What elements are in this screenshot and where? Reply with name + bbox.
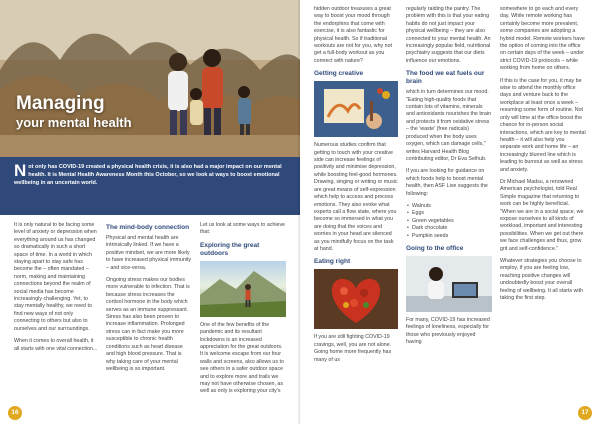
right-column-3 <box>500 6 586 307</box>
paragraph: If you are still fighting COVID-19 cravings, well, you are not alone. Going home more frequently has many of us <box>314 334 392 363</box>
list-item: • Walnuts <box>406 203 492 210</box>
paragraph: Numerous studies confirm that getting to touch with your creative side can increase feelings of positivity and minimise depression, while boosting feel-good hormones. Drawing, singing or writing or music are great means of self-expression which help to access and process emotions. They also evoke what experts call a flow state, where you become so immersed in what you are doing that the voices and worries in your head are silenced as you mindfully focus on the task at hand. <box>314 142 398 252</box>
intro-standfirst <box>0 157 300 215</box>
paragraph: Physical and mental health are intrinsically linked. If we have a positive mindset, we are more likely to have increased physical immunity – and vice-versa. <box>106 235 192 271</box>
food-list <box>406 203 492 240</box>
section-heading: The mind-body connection <box>106 224 190 231</box>
paragraph: If you are looking for guidance on which foods help to boost mental health, then ASF Live suggests the following: <box>406 168 488 197</box>
paragraph: One of the few benefits of the pandemic and its resultant lockdowns is an increased appreciation for the great outdoors. It is welcome escape from our four walls and screens, also allows us to see others in a safer outdoor space and to explore more and trails we may not have otherwise chosen, as well as only is exploring your city's <box>200 321 284 395</box>
section-heading: Exploring the great outdoors <box>200 241 260 257</box>
hiker-illustration <box>200 261 286 317</box>
list-item: • Pumpkin seeds <box>406 233 492 240</box>
paragraph: It is only natural to be facing some level of anxiety or depression when everything around us has changed so dramatically in such a short space of time. In a world in which staying apart to stay safe has become the – often mandated – norm, making and maintaining connections beyond the realm of social media has become increasingly challenging. Yet, to stay mentally healthy, we need to find new ways of not only connecting to others but also to ourselves and our surroundings. <box>14 222 97 332</box>
paragraph: Let us look at some ways to achieve that: <box>200 222 286 236</box>
list-item: • Green vegetables <box>406 218 492 225</box>
office-worker-photo <box>406 256 492 312</box>
paragraph: For many, COVID-19 has increased feelings of loneliness, especially for those who previously enjoyed having <box>406 316 490 346</box>
article-title <box>16 94 132 130</box>
hero-illustration <box>0 0 300 157</box>
office-illustration <box>406 256 492 312</box>
paragraph: regularly raiding the pantry. The problem with this is that your eating habits do not just impact your physical wellbeing – they are also connected to your mental health. An increasingly popular field, nutritional psychiatry suggests that our diets influence our emotions. <box>406 6 491 64</box>
right-page <box>300 0 600 424</box>
section-heading: Going to the office <box>406 244 464 252</box>
title-line-2: your mental health <box>16 114 132 130</box>
list-item: • Dark chocolate <box>406 225 492 232</box>
healthy-food-heart-photo <box>314 269 398 329</box>
page-number-left: 16 <box>8 406 22 420</box>
painting-illustration <box>314 81 398 137</box>
paragraph: which in turn determines our mood. "Eating high-quality foods that contain lots of vitamins, minerals and antioxidants nourishes the brain and protects it from oxidative stress – the 'waste' (free radicals) produced when the body uses oxygen, which can damage cells," writes Harvard Health Blog contributing editor, Dr Eva Selhub. <box>406 89 492 162</box>
page-number-right: 17 <box>578 406 592 420</box>
paragraph: If this is the case for you, it may be wise to attend the monthly office days and venture back to the workplace at least once a week – resuming some form of routine. Not only will time at the office boost the chance for in-person social interactions, which are key to mental health – it will also help you separate work and home life – an increasingly blurred line which is leading to burnout as well as stress and anxiety. <box>500 77 586 173</box>
paragraph: Whatever strategies you choose to employ, if you are feeling low, reaching positive changes will undoubtedly boost your overall feeling of wellbeing. It all starts with taking the first step. <box>500 258 584 302</box>
title-line-1: Managing <box>16 93 105 114</box>
paragraph: Ongoing stress makes our bodies more vulnerable to infection. That is because stress increases the cortisol hormone in the body which serves as an immune suppressant. Stress has also been proven to increase inflammation. Prolonged stress can in fact make you more susceptible to chronic health conditions such as heart disease and high blood pressure. That is why taking care of your mental wellbeing is so important. <box>106 277 190 372</box>
outdoor-hiker-photo <box>200 261 286 317</box>
left-column-2 <box>106 222 192 378</box>
left-column-3 <box>200 222 286 401</box>
hero-photo-family-outdoors <box>0 0 300 157</box>
right-column-2 <box>406 6 492 352</box>
list-item: • Eggs <box>406 210 492 217</box>
section-heading: Eating right <box>314 258 351 266</box>
painting-hands-photo <box>314 81 398 137</box>
paragraph: somewhere to go each and every day. While remote working has certainly become more prevalent, some companies are adopting a hybrid model. Remote workers have the option of coming into the office on certain days of the week – under strict COVID-19 protocols – while working from home on others. <box>500 6 585 72</box>
paragraph: Dr Michael Madsu, a renowned American psychologist, told Real Simple magazine that returning to work can be highly beneficial. "When we are in a social space, we expose ourselves to all kinds of workload, important and interesting possibilities. When we get out there we face challenges and thus, grow grit and self-confidence." <box>500 178 584 252</box>
section-heading: Getting creative <box>314 70 364 78</box>
section-heading: The food we eat fuels our brain <box>406 70 485 86</box>
drop-cap: N <box>14 161 27 180</box>
paragraph: When it comes to overall health, it all starts with one vital connection... <box>14 338 98 352</box>
paragraph: hidden outdoor treasures a great way to boost your mood through the endorphins that come with exercise, it is also fantastic for physical health. So if traditional workouts are not for you, why not get a full-body workout as you connect with nature? <box>314 6 393 64</box>
food-heart-illustration <box>314 269 398 329</box>
left-column-1 <box>14 222 98 358</box>
right-column-1 <box>314 6 398 369</box>
intro-text: ot only has COVID-19 created a physical health crisis, it is also had a major impact on our mental health. It is Mental Health Awareness Month this October, so we look at ways to boost emotional wellbeing in an uncertain world. <box>14 164 282 186</box>
